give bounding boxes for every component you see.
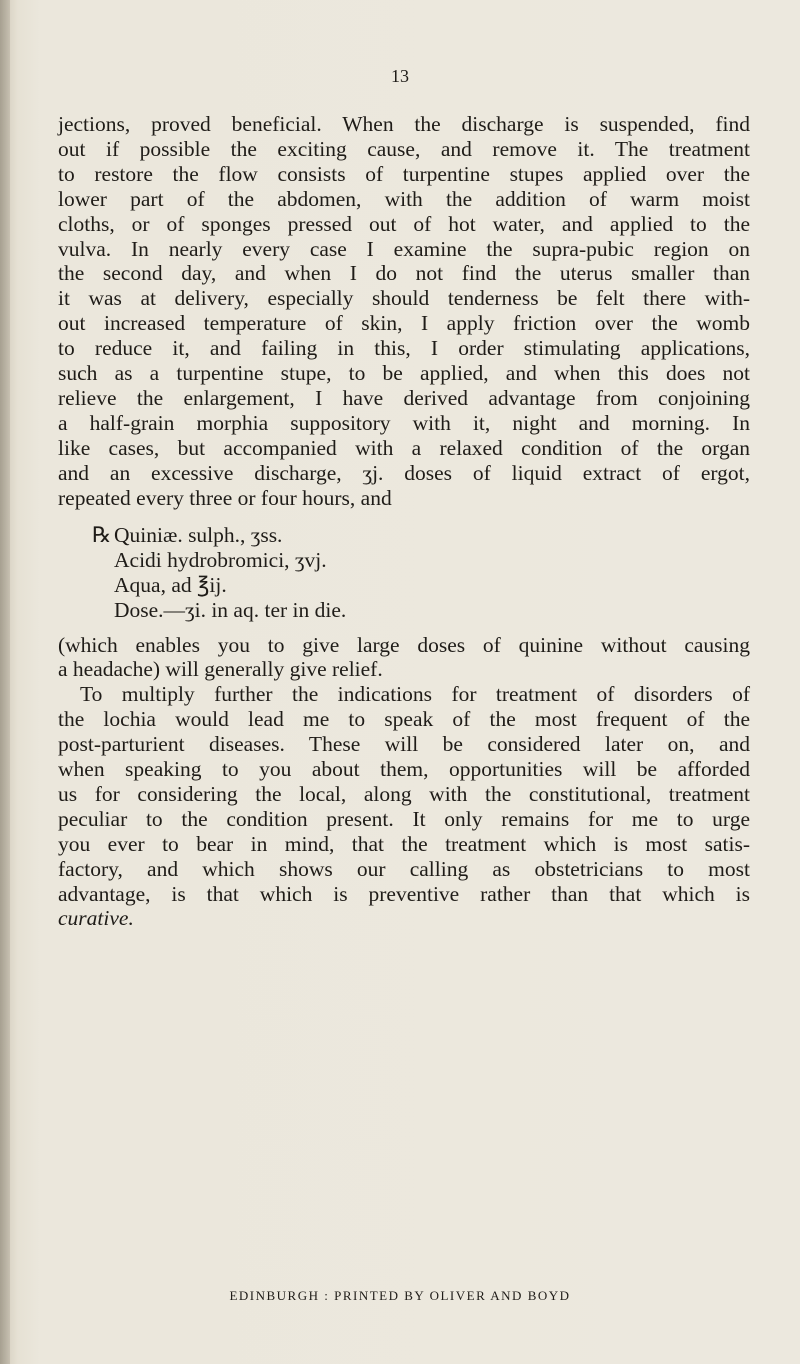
text-line: factory, and which shows our calling as obstetricians to most [58,856,750,881]
paragraph-1 [58,112,750,511]
text-line: the second day, and when I do not find the uterus smaller than [58,261,750,286]
page-number: 13 [391,66,409,86]
prescription [58,523,750,623]
text-line: cloths, or of sponges pressed out of hot water, and applied to the [58,211,750,236]
text-line: vulva. In nearly every case I examine the supra-pubic region on [58,236,750,261]
text-line: to reduce it, and failing in this, I order stimulating applications, [58,336,750,361]
text-line: like cases, but accompanied with a relaxed condition of the organ [58,435,750,460]
recipe-symbol: ℞ [92,522,112,547]
text-line: it was at delivery, especially should tenderness be felt there with- [58,286,750,311]
text-line: (which enables you to give large doses of quinine without causing [58,632,750,657]
text-line: to restore the flow consists of turpentine stupes applied over the [58,161,750,186]
text-line: advantage, is that which is preventive rather than that which is [58,881,750,906]
text-line: us for considering the local, along with the constitutional, treatment [58,781,750,806]
text-line: To multiply further the indications for treatment of disorders of [80,682,750,707]
paragraph-2 [58,633,750,683]
text-line: such as a turpentine stupe, to be applied, and when this does not [58,361,750,386]
text-line: when speaking to you about them, opportunities will be afforded [58,757,750,782]
text-line: peculiar to the condition present. It only remains for me to urge [58,806,750,831]
text-line: out increased temperature of skin, I apply friction over the womb [58,311,750,336]
paragraph-3 [58,682,750,931]
text-line: you ever to bear in mind, that the treatment which is most satis- [58,831,750,856]
text-line: repeated every three or four hours, and [58,485,392,510]
text-line: a half-grain morphia suppository with it, night and morning. In [58,410,750,435]
prescription-line: Aqua, ad ℥ij. [114,572,227,597]
text-line: jections, proved beneficial. When the discharge is suspended, find [58,112,750,136]
text-line: relieve the enlargement, I have derived advantage from conjoining [58,385,750,410]
text-line: out if possible the exciting cause, and remove it. The treatment [58,136,750,161]
text-line: a headache) will generally give relief. [58,657,383,682]
text-line: lower part of the abdomen, with the addition of warm moist [58,186,750,211]
text-line: post-parturient diseases. These will be considered later on, and [58,732,750,757]
prescription-line: Dose.—ʒi. in aq. ter in die. [114,597,347,622]
prescription-line [92,523,750,548]
binding-shadow [0,0,10,1364]
prescription-line: Acidi hydrobromici, ʒvj. [114,547,327,572]
prescription-text: Quiniæ. sulph., ʒss. [114,522,283,547]
printer-imprint: EDINBURGH : PRINTED BY OLIVER AND BOYD [229,1288,571,1303]
body-text [58,112,750,931]
text-line: and an excessive discharge, ʒj. doses of liquid extract of ergot, [58,460,750,485]
text-line: the lochia would lead me to speak of the most frequent of the [58,707,750,732]
text-line: curative. [58,906,134,931]
